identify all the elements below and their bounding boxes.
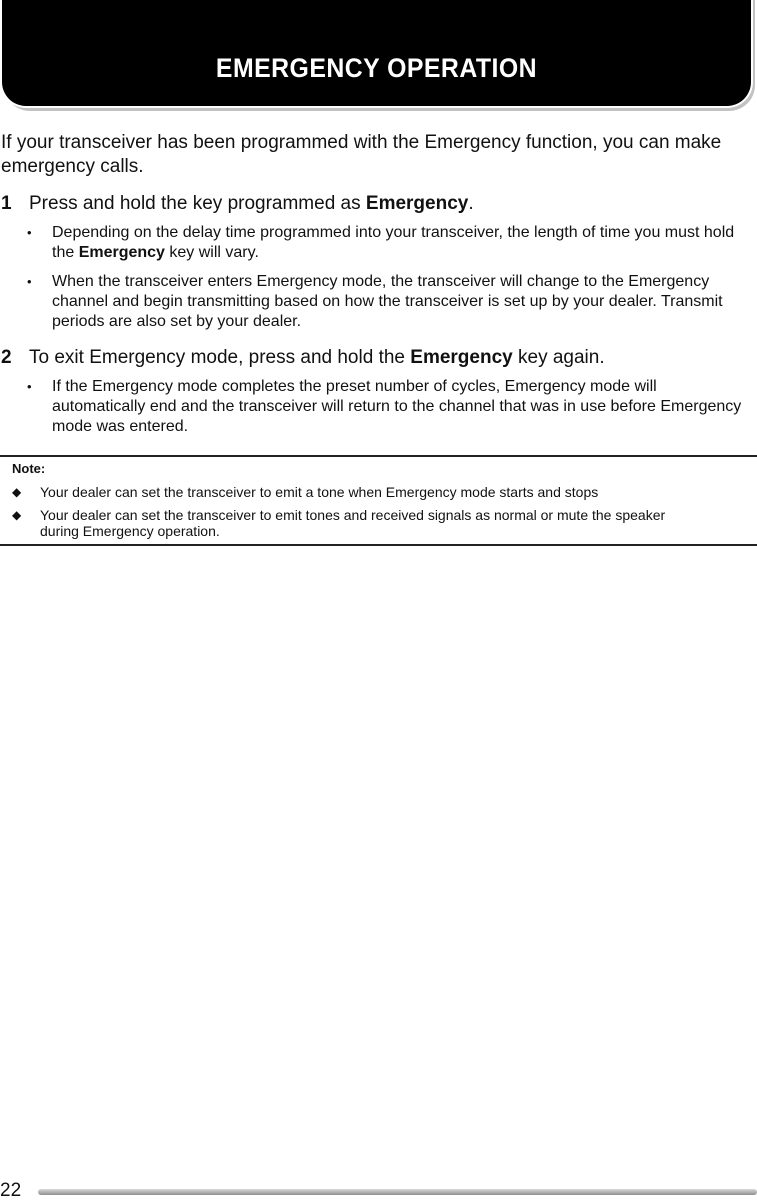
page-title: EMERGENCY OPERATION <box>215 53 538 83</box>
footer-rule <box>38 1189 757 1195</box>
note-title: Note: <box>12 461 46 476</box>
bullet-text: If the Emergency mode completes the preset number of cycles, Emergency mode will automatically end and the transceiver will return to the channel that was in use before Emergency mode was entered. <box>52 378 742 435</box>
diamond-bullet-icon: ◆ <box>12 508 22 522</box>
bullet-icon: • <box>27 379 32 394</box>
step-number: 1 <box>1 193 12 214</box>
step-text: To exit Emergency mode, press and hold the Emergency key again. <box>29 347 605 368</box>
step-1-bullet-1 <box>27 223 751 263</box>
diamond-bullet-icon: ◆ <box>12 485 22 499</box>
note-box <box>0 455 757 546</box>
bullet-icon: • <box>27 274 32 289</box>
key-name: Emergency <box>365 193 469 214</box>
step-number: 2 <box>1 347 12 368</box>
main-content <box>1 131 751 446</box>
note-text: Your dealer can set the transceiver to emit tones and received signals as normal or mute the speaker during Emergency operation. <box>40 507 666 539</box>
page-number: 22 <box>0 1180 22 1201</box>
note-text: Your dealer can set the transceiver to emit a tone when Emergency mode starts and stops <box>40 484 599 500</box>
note-item <box>12 507 757 539</box>
bullet-text: When the transceiver enters Emergency mode, the transceiver will change to the Emergency channel and begin transmitting based on how the transceiver is set up by your dealer. Transmit periods are also set by your dealer. <box>52 273 723 330</box>
header-banner <box>0 0 757 112</box>
step-2-bullet-1 <box>27 377 751 437</box>
step-1 <box>1 192 751 216</box>
step-2 <box>1 346 751 370</box>
intro-paragraph: If your transceiver has been programmed with the Emergency function, you can make emergency calls. <box>1 132 722 177</box>
key-name: Emergency <box>410 347 513 368</box>
step-1-bullet-2 <box>27 272 751 332</box>
key-name: Emergency <box>78 244 165 261</box>
bullet-text: Depending on the delay time programmed into your transceiver, the length of time you must hold the Emergency key will vary. <box>52 224 735 261</box>
step-text: Press and hold the key programmed as Emergency. <box>29 193 474 214</box>
note-item <box>12 484 757 500</box>
bullet-icon: • <box>27 225 32 240</box>
